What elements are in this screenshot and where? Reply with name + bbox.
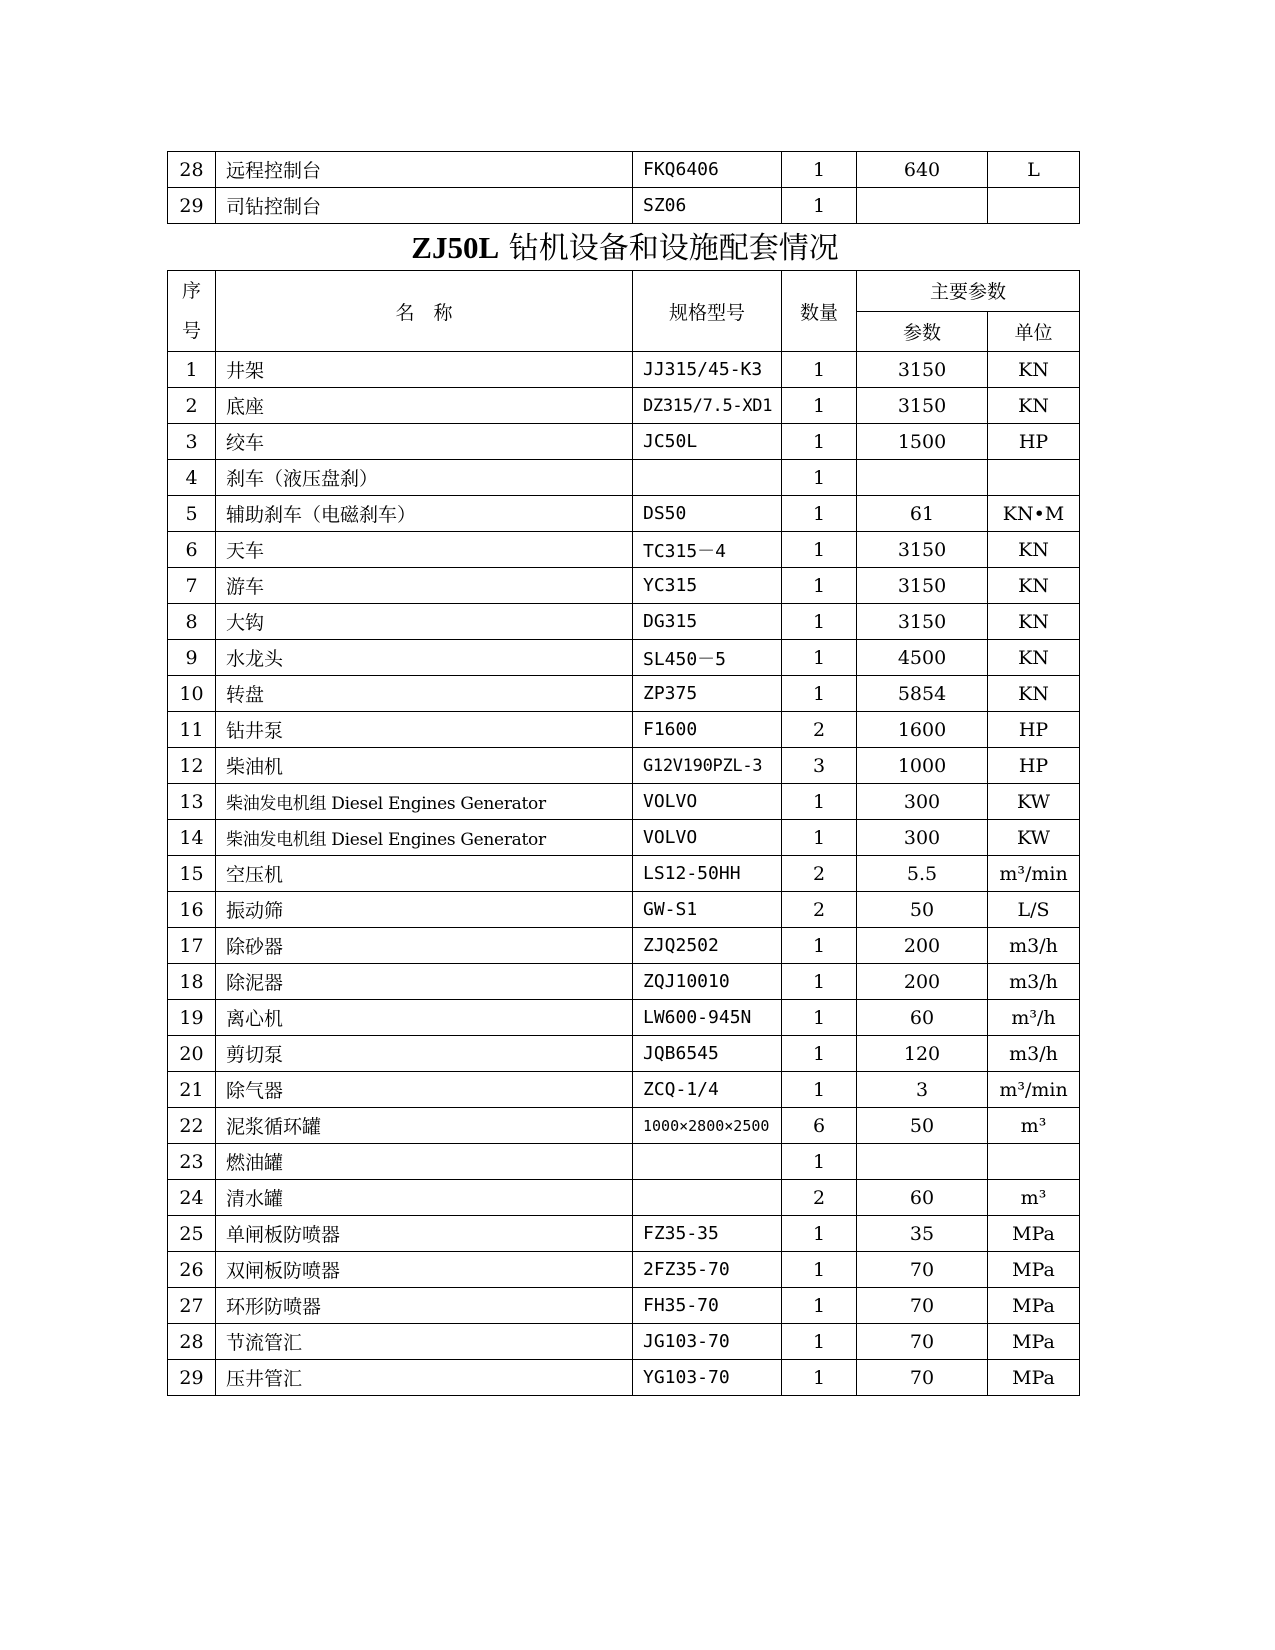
quantity: 1: [782, 820, 857, 856]
table-row: [168, 640, 1080, 676]
model-number: VOLVO: [633, 784, 782, 820]
table-row: [168, 712, 1080, 748]
model-number: SZ06: [633, 188, 782, 224]
row-number: 26: [168, 1252, 216, 1288]
parameter-value: 3150: [857, 604, 988, 640]
quantity: 1: [782, 460, 857, 496]
table-row: [168, 1036, 1080, 1072]
parameter-value: 200: [857, 928, 988, 964]
table-row: [168, 496, 1080, 532]
quantity: 1: [782, 1144, 857, 1180]
quantity: 1: [782, 1288, 857, 1324]
parameter-value: 300: [857, 784, 988, 820]
table-row: [168, 1324, 1080, 1360]
parameter-value: 1600: [857, 712, 988, 748]
table-row: [168, 856, 1080, 892]
equipment-name: 剪切泵: [216, 1036, 633, 1072]
quantity: 1: [782, 928, 857, 964]
parameter-unit: MPa: [988, 1360, 1080, 1396]
title-text: 钻机设备和设施配套情况: [499, 231, 839, 266]
equipment-name: 柴油发电机组 Diesel Engines Generator: [216, 784, 633, 820]
quantity: 1: [782, 152, 857, 188]
model-number: FH35-70: [633, 1288, 782, 1324]
parameter-value: 60: [857, 1180, 988, 1216]
row-number: 12: [168, 748, 216, 784]
parameter-unit: MPa: [988, 1324, 1080, 1360]
parameter-value: 50: [857, 892, 988, 928]
table-row: [168, 188, 1080, 224]
header-name: 名 称: [216, 271, 633, 352]
parameter-unit: HP: [988, 712, 1080, 748]
table-row: [168, 1180, 1080, 1216]
model-number: [633, 1180, 782, 1216]
row-number: 11: [168, 712, 216, 748]
parameter-unit: m³: [988, 1108, 1080, 1144]
parameter-unit: KN: [988, 352, 1080, 388]
parameter-value: 1500: [857, 424, 988, 460]
row-number: 15: [168, 856, 216, 892]
equipment-table-body: [168, 352, 1080, 1396]
equipment-name: 离心机: [216, 1000, 633, 1036]
parameter-unit: MPa: [988, 1288, 1080, 1324]
equipment-name: 柴油发电机组 Diesel Engines Generator: [216, 820, 633, 856]
quantity: 1: [782, 1216, 857, 1252]
equipment-name: 井架: [216, 352, 633, 388]
table-row: [168, 1216, 1080, 1252]
quantity: 1: [782, 640, 857, 676]
parameter-value: 3150: [857, 532, 988, 568]
equipment-name: 双闸板防喷器: [216, 1252, 633, 1288]
parameter-unit: KW: [988, 784, 1080, 820]
model-number: F1600: [633, 712, 782, 748]
parameter-value: [857, 460, 988, 496]
parameter-unit: MPa: [988, 1252, 1080, 1288]
equipment-name: 空压机: [216, 856, 633, 892]
model-number: [633, 1144, 782, 1180]
parameter-unit: [988, 460, 1080, 496]
quantity: 1: [782, 188, 857, 224]
model-number: ZCQ-1/4: [633, 1072, 782, 1108]
table-row: [168, 1072, 1080, 1108]
equipment-table: [167, 270, 1080, 1396]
row-number: 7: [168, 568, 216, 604]
row-number: 8: [168, 604, 216, 640]
equipment-name: 绞车: [216, 424, 633, 460]
parameter-value: 640: [857, 152, 988, 188]
parameter-value: 61: [857, 496, 988, 532]
table-row: [168, 424, 1080, 460]
parameter-value: 3150: [857, 388, 988, 424]
header-seq: [168, 271, 216, 352]
table-row: [168, 1360, 1080, 1396]
parameter-unit: [988, 1144, 1080, 1180]
row-number: 20: [168, 1036, 216, 1072]
parameter-unit: m³: [988, 1180, 1080, 1216]
table-row: [168, 892, 1080, 928]
model-number: LW600-945N: [633, 1000, 782, 1036]
table-row: [168, 568, 1080, 604]
parameter-value: 35: [857, 1216, 988, 1252]
parameter-value: 5854: [857, 676, 988, 712]
row-number: 18: [168, 964, 216, 1000]
equipment-name: 远程控制台: [216, 152, 633, 188]
document-title: [167, 228, 1083, 269]
table-row: [168, 928, 1080, 964]
equipment-name: 转盘: [216, 676, 633, 712]
model-number: ZP375: [633, 676, 782, 712]
row-number: 1: [168, 352, 216, 388]
table-row: [168, 532, 1080, 568]
header-unit: 单位: [988, 311, 1080, 352]
row-number: 9: [168, 640, 216, 676]
row-number: 29: [168, 188, 216, 224]
parameter-unit: MPa: [988, 1216, 1080, 1252]
equipment-name: 节流管汇: [216, 1324, 633, 1360]
equipment-name: 泥浆循环罐: [216, 1108, 633, 1144]
equipment-name: 除气器: [216, 1072, 633, 1108]
model-number: JQB6545: [633, 1036, 782, 1072]
parameter-value: 70: [857, 1288, 988, 1324]
parameter-value: 200: [857, 964, 988, 1000]
table-row: [168, 460, 1080, 496]
model-number: ZQJ10010: [633, 964, 782, 1000]
header-seq-bottom: 号: [181, 320, 201, 342]
parameter-value: 60: [857, 1000, 988, 1036]
parameter-unit: m3/h: [988, 964, 1080, 1000]
model-number: 2FZ35-70: [633, 1252, 782, 1288]
table-row: [168, 1252, 1080, 1288]
parameter-value: 50: [857, 1108, 988, 1144]
model-number: ZJQ2502: [633, 928, 782, 964]
equipment-name: 司钻控制台: [216, 188, 633, 224]
quantity: 1: [782, 1252, 857, 1288]
parameter-unit: KN•M: [988, 496, 1080, 532]
parameter-value: 3150: [857, 568, 988, 604]
row-number: 5: [168, 496, 216, 532]
row-number: 28: [168, 1324, 216, 1360]
table-row: [168, 784, 1080, 820]
row-number: 22: [168, 1108, 216, 1144]
quantity: 3: [782, 748, 857, 784]
equipment-name: 除砂器: [216, 928, 633, 964]
row-number: 10: [168, 676, 216, 712]
row-number: 23: [168, 1144, 216, 1180]
quantity: 2: [782, 856, 857, 892]
parameter-unit: L: [988, 152, 1080, 188]
quantity: 1: [782, 964, 857, 1000]
equipment-name: 清水罐: [216, 1180, 633, 1216]
quantity: 1: [782, 424, 857, 460]
parameter-unit: KN: [988, 532, 1080, 568]
table-row: [168, 1288, 1080, 1324]
model-number: YC315: [633, 568, 782, 604]
model-number: SL450－5: [633, 640, 782, 676]
equipment-name: 钻井泵: [216, 712, 633, 748]
table-row: [168, 604, 1080, 640]
quantity: 6: [782, 1108, 857, 1144]
header-row: [168, 271, 1080, 312]
row-number: 29: [168, 1360, 216, 1396]
quantity: 1: [782, 496, 857, 532]
parameter-value: 1000: [857, 748, 988, 784]
header-model: 规格型号: [633, 271, 782, 352]
model-number: FKQ6406: [633, 152, 782, 188]
model-number: DS50: [633, 496, 782, 532]
quantity: 1: [782, 1000, 857, 1036]
table-row: [168, 1108, 1080, 1144]
row-number: 17: [168, 928, 216, 964]
quantity: 2: [782, 892, 857, 928]
quantity: 1: [782, 604, 857, 640]
table-row: [168, 352, 1080, 388]
parameter-unit: KN: [988, 604, 1080, 640]
parameter-unit: KN: [988, 676, 1080, 712]
equipment-name: 底座: [216, 388, 633, 424]
parameter-value: 3150: [857, 352, 988, 388]
row-number: 19: [168, 1000, 216, 1036]
parameter-unit: KW: [988, 820, 1080, 856]
header-param: 参数: [857, 311, 988, 352]
model-number: LS12-50HH: [633, 856, 782, 892]
parameter-unit: HP: [988, 424, 1080, 460]
quantity: 1: [782, 388, 857, 424]
parameter-unit: m3/h: [988, 928, 1080, 964]
parameter-value: 5.5: [857, 856, 988, 892]
parameter-unit: L/S: [988, 892, 1080, 928]
model-number: VOLVO: [633, 820, 782, 856]
parameter-unit: m3/h: [988, 1036, 1080, 1072]
row-number: 27: [168, 1288, 216, 1324]
title-rig-model: ZJ50L: [411, 230, 500, 265]
quantity: 1: [782, 1324, 857, 1360]
quantity: 1: [782, 532, 857, 568]
equipment-name: 水龙头: [216, 640, 633, 676]
model-number: GW-S1: [633, 892, 782, 928]
parameter-unit: KN: [988, 388, 1080, 424]
parameter-value: 70: [857, 1252, 988, 1288]
table-row: [168, 1144, 1080, 1180]
equipment-table-header: [168, 271, 1080, 352]
equipment-name: 燃油罐: [216, 1144, 633, 1180]
quantity: 1: [782, 676, 857, 712]
quantity: 1: [782, 352, 857, 388]
header-qty: 数量: [782, 271, 857, 352]
row-number: 6: [168, 532, 216, 568]
parameter-unit: m³/min: [988, 856, 1080, 892]
parameter-value: 70: [857, 1324, 988, 1360]
model-number: JG103-70: [633, 1324, 782, 1360]
table-row: [168, 152, 1080, 188]
quantity: 1: [782, 784, 857, 820]
header-seq-top: 序: [181, 280, 201, 302]
equipment-name: 辅助刹车（电磁刹车）: [216, 496, 633, 532]
row-number: 16: [168, 892, 216, 928]
equipment-name: 环形防喷器: [216, 1288, 633, 1324]
continued-table-body: [168, 152, 1080, 224]
model-number: DG315: [633, 604, 782, 640]
quantity: 2: [782, 1180, 857, 1216]
parameter-unit: [988, 188, 1080, 224]
table-row: [168, 388, 1080, 424]
parameter-value: 300: [857, 820, 988, 856]
model-number: FZ35-35: [633, 1216, 782, 1252]
model-number: JC50L: [633, 424, 782, 460]
row-number: 3: [168, 424, 216, 460]
table-row: [168, 676, 1080, 712]
parameter-unit: m³/h: [988, 1000, 1080, 1036]
parameter-unit: HP: [988, 748, 1080, 784]
quantity: 2: [782, 712, 857, 748]
row-number: 14: [168, 820, 216, 856]
table-row: [168, 1000, 1080, 1036]
model-number: [633, 460, 782, 496]
row-number: 4: [168, 460, 216, 496]
row-number: 24: [168, 1180, 216, 1216]
row-number: 25: [168, 1216, 216, 1252]
parameter-value: 120: [857, 1036, 988, 1072]
table-row: [168, 820, 1080, 856]
equipment-name: 游车: [216, 568, 633, 604]
row-number: 28: [168, 152, 216, 188]
model-number: TC315－4: [633, 532, 782, 568]
row-number: 13: [168, 784, 216, 820]
row-number: 21: [168, 1072, 216, 1108]
quantity: 1: [782, 568, 857, 604]
parameter-value: [857, 1144, 988, 1180]
model-number: G12V190PZL-3: [633, 748, 782, 784]
parameter-unit: KN: [988, 640, 1080, 676]
row-number: 2: [168, 388, 216, 424]
equipment-name: 柴油机: [216, 748, 633, 784]
parameter-value: 70: [857, 1360, 988, 1396]
header-main-params: 主要参数: [857, 271, 1080, 312]
equipment-name: 单闸板防喷器: [216, 1216, 633, 1252]
equipment-name: 刹车（液压盘刹）: [216, 460, 633, 496]
parameter-unit: m³/min: [988, 1072, 1080, 1108]
table-row: [168, 748, 1080, 784]
parameter-value: 4500: [857, 640, 988, 676]
equipment-name: 大钩: [216, 604, 633, 640]
parameter-value: [857, 188, 988, 224]
equipment-name: 天车: [216, 532, 633, 568]
model-number: YG103-70: [633, 1360, 782, 1396]
parameter-unit: KN: [988, 568, 1080, 604]
parameter-value: 3: [857, 1072, 988, 1108]
equipment-name: 压井管汇: [216, 1360, 633, 1396]
continued-equipment-table: [167, 151, 1080, 224]
quantity: 1: [782, 1036, 857, 1072]
equipment-name: 振动筛: [216, 892, 633, 928]
quantity: 1: [782, 1072, 857, 1108]
equipment-name: 除泥器: [216, 964, 633, 1000]
model-number: 1000×2800×2500: [633, 1108, 782, 1144]
quantity: 1: [782, 1360, 857, 1396]
model-number: JJ315/45-K3: [633, 352, 782, 388]
table-row: [168, 964, 1080, 1000]
model-number: DZ315/7.5-XD1: [633, 388, 782, 424]
